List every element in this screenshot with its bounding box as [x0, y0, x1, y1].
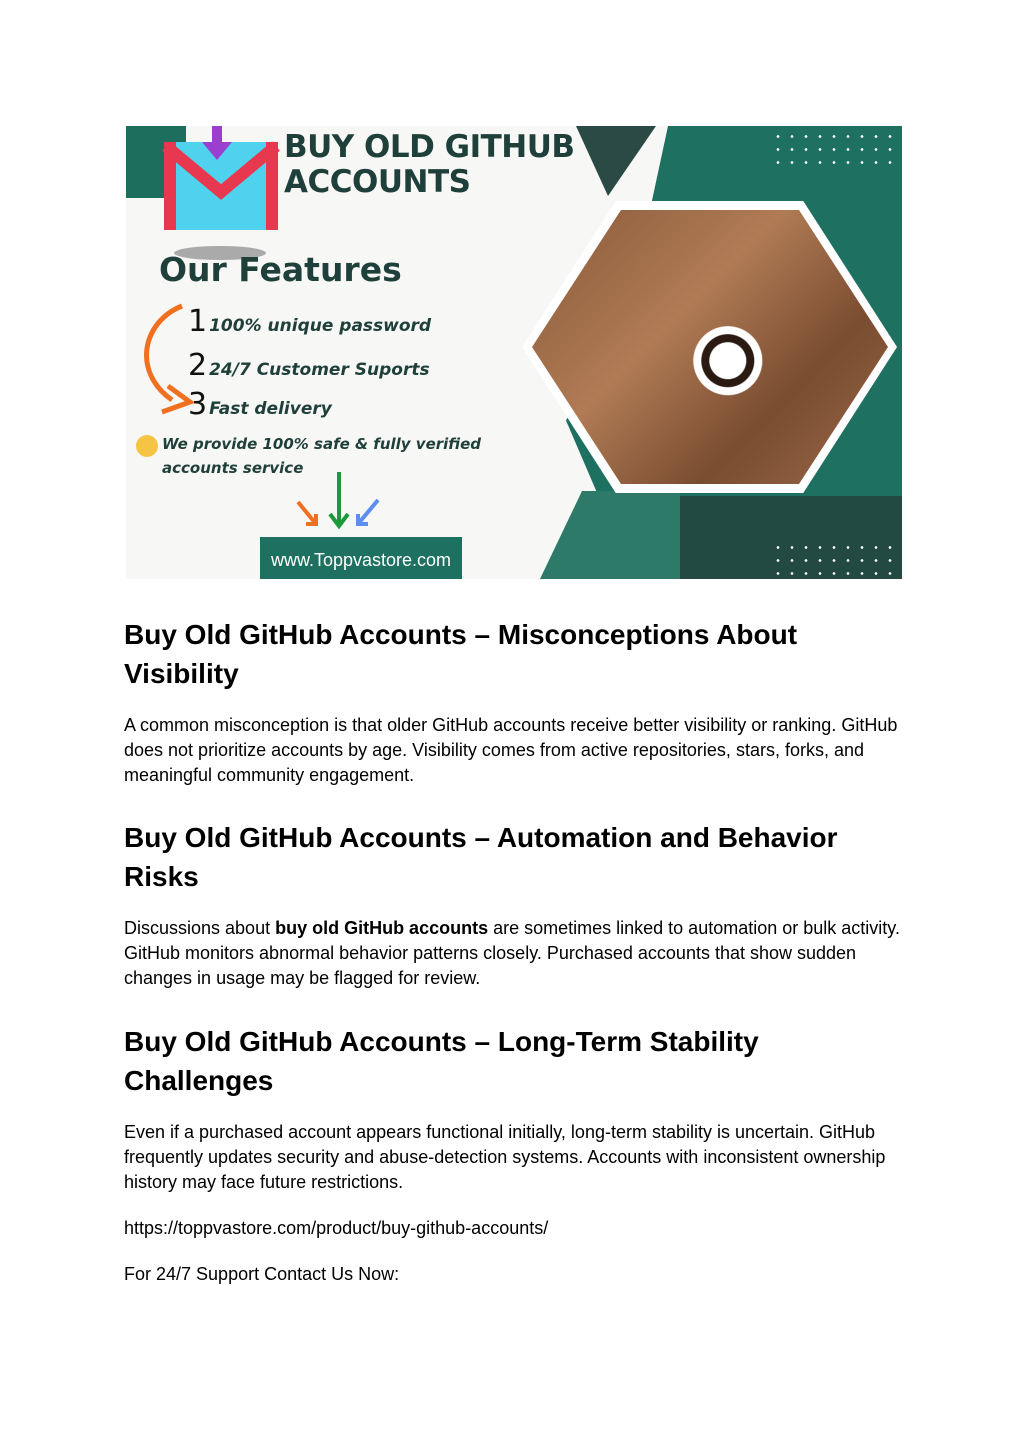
promo-banner — [126, 126, 902, 579]
feature-item — [188, 387, 332, 422]
down-arrows-icon — [294, 472, 384, 532]
website-link[interactable]: www.Toppvastore.com — [260, 537, 462, 579]
paragraph-text: Discussions about — [124, 918, 276, 938]
feature-number: 2 — [188, 348, 208, 383]
safe-line-2: accounts service — [162, 459, 304, 477]
banner-title-line-2: ACCOUNTS — [284, 164, 471, 200]
teal-shape-bottom — [540, 491, 680, 579]
safe-line-1: We provide 100% safe & fully verified — [162, 435, 482, 453]
features-title: Our Features — [159, 250, 402, 289]
feature-item — [188, 348, 430, 383]
section-heading: Buy Old GitHub Accounts – Misconceptions About Visibility — [124, 619, 798, 689]
paragraph-bold-keyword: buy old GitHub accounts — [275, 918, 489, 938]
mail-download-icon — [160, 126, 282, 234]
section-paragraph: A common misconception is that older GitHub accounts receive better visibility or ranking. GitHub does not prioritize accounts by age. Visibility comes from active repositories, stars, forks, and meaningful community engagement. — [124, 715, 898, 785]
shush-emoji-icon — [136, 435, 158, 457]
section-paragraph — [124, 916, 914, 991]
dot-pattern-top — [771, 130, 901, 170]
support-text: For 24/7 Support Contact Us Now: — [124, 1264, 400, 1284]
dot-pattern-bottom — [771, 541, 901, 579]
section-heading: Buy Old GitHub Accounts – Automation and Behavior Risks — [124, 822, 838, 892]
feature-label: Fast delivery — [209, 399, 332, 419]
feature-label: 24/7 Customer Suports — [209, 360, 430, 380]
paragraph-text: are sometimes linked to automation or bulk activity. GitHub monitors abnormal behavior patterns closely. Purchased accounts that show sudden changes in usage may be flagged for review. — [124, 918, 900, 988]
section-paragraph: Even if a purchased account appears functional initially, long-term stability is uncertain. GitHub frequently updates security and abuse-detection systems. Accounts with inconsistent ownership history may face future restrictions. — [124, 1122, 886, 1192]
feature-number: 3 — [188, 387, 208, 422]
product-url-link[interactable]: https://toppvastore.com/product/buy-github-accounts/ — [124, 1218, 549, 1238]
feature-item — [188, 304, 431, 339]
banner-title — [284, 130, 575, 200]
feature-label: 100% unique password — [209, 316, 432, 336]
feature-number: 1 — [188, 304, 208, 339]
banner-title-line-1: BUY OLD GITHUB — [284, 129, 575, 165]
dark-shape-top — [576, 126, 656, 196]
section-heading: Buy Old GitHub Accounts – Long-Term Stability Challenges — [124, 1026, 759, 1096]
